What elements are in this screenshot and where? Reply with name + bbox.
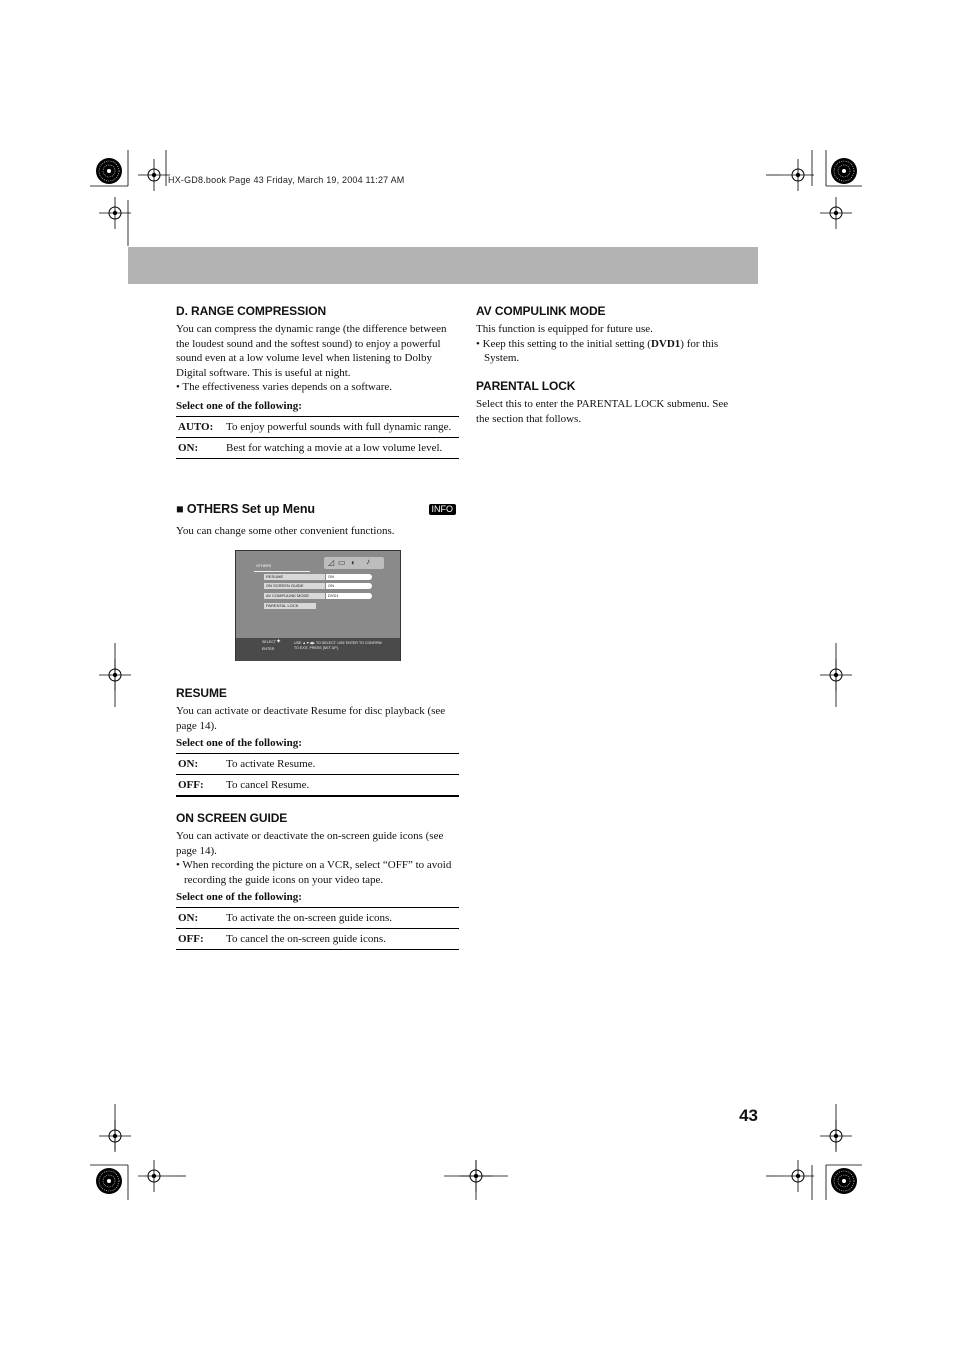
osd-row-resume-value: ON — [326, 574, 372, 580]
others-menu-screenshot — [235, 550, 401, 661]
osg-section — [176, 811, 459, 950]
option-key: OFF: — [178, 933, 204, 946]
table-row — [176, 775, 459, 797]
others-heading-wrap — [176, 502, 315, 516]
table-row — [176, 908, 459, 929]
option-key: OFF: — [178, 779, 204, 792]
option-desc: To activate the on-screen guide icons. — [226, 912, 392, 925]
osd-hint-bar — [236, 638, 400, 661]
osd-row-osg-value: ON — [326, 583, 372, 589]
option-key: ON: — [178, 912, 199, 925]
parental-section — [476, 379, 738, 426]
others-heading: OTHERS Set up Menu — [186, 502, 315, 516]
speaker-icon: ◿ — [328, 558, 335, 567]
osg-heading: ON SCREEN GUIDE — [176, 811, 288, 825]
resume-body: You can activate or deactivate Resume for disc playback (see page 14). — [176, 705, 446, 732]
osd-title: OTHERS — [256, 564, 271, 568]
resume-heading: RESUME — [176, 686, 227, 700]
avc-section — [476, 304, 746, 366]
osd-row-osg-label: ON SCREEN GUIDE — [264, 583, 325, 589]
page-number: 43 — [739, 1106, 758, 1125]
avc-heading: AV COMPULINK MODE — [476, 304, 606, 318]
option-desc: To cancel the on-screen guide icons. — [226, 933, 386, 946]
screen-icon: ▭ — [338, 558, 346, 567]
table-row — [176, 416, 459, 437]
option-desc: To cancel Resume. — [226, 779, 310, 792]
resume-options-table — [176, 753, 459, 797]
table-row — [176, 929, 459, 950]
resume-section — [176, 686, 459, 797]
osd-hint-line2: TO EXIT, PRESS [SET UP]. — [294, 646, 339, 650]
option-desc: Best for watching a movie at a low volume level. — [226, 441, 443, 454]
option-key: AUTO: — [178, 420, 214, 433]
option-key: ON: — [178, 441, 199, 454]
drc-select-label: Select one of the following: — [176, 399, 302, 412]
table-row — [176, 437, 459, 458]
osd-row-parental-label: PARENTAL LOCK — [264, 603, 316, 609]
note-icon: ♪ — [366, 557, 370, 566]
resume-select-label: Select one of the following: — [176, 737, 302, 750]
osd-icon-strip — [324, 557, 384, 569]
avc-body: This function is equipped for future use. — [476, 323, 653, 335]
parental-body: Select this to enter the PARENTAL LOCK submenu. See the section that follows. — [476, 398, 729, 425]
osd-row-avc-value: DVD1 — [326, 593, 372, 599]
drc-bullet: • The effectiveness varies depends on a software. — [176, 381, 393, 394]
avc-bullet-post: ) for this System. — [484, 337, 719, 365]
osd-row-resume-label: RESUME — [264, 574, 325, 580]
option-desc: To activate Resume. — [226, 758, 316, 771]
others-section — [176, 502, 456, 539]
print-header: HX-GD8.book Page 43 Friday, March 19, 2004 11:27 AM — [168, 175, 405, 185]
option-key: ON: — [178, 758, 199, 771]
osd-hint-enter: ENTER — [262, 647, 275, 651]
drc-body: You can compress the dynamic range (the difference between the loudest sound and the softest sound) to enjoy a powerful sound even at a low volume level when listening to Dolby Digital software. This is useful at night. — [176, 323, 447, 379]
drc-heading: D. RANGE COMPRESSION — [176, 304, 327, 318]
osd-row-avc-label: AV COMPULINK MODE — [264, 593, 325, 599]
info-badge: INFO — [429, 504, 457, 515]
option-desc: To enjoy powerful sounds with full dynamic range. — [226, 420, 452, 433]
avc-bullet-bold: DVD1 — [650, 337, 681, 350]
disc-icon: ◐ — [351, 558, 356, 567]
osd-hint-line1: USE ▲▼◀▶ TO SELECT. USE ENTER TO CONFIRM — [294, 641, 382, 645]
osg-body: You can activate or deactivate the on-screen guide icons (see page 14). — [176, 830, 444, 857]
avc-bullet — [476, 337, 746, 366]
square-bullet-icon: ■ — [176, 502, 184, 516]
osg-bullet: • When recording the picture on a VCR, select “OFF” to avoid recording the guide icons on your video tape. — [176, 859, 452, 886]
others-body: You can change some other convenient functions. — [176, 525, 395, 537]
arrow-pad-icon: ✦ — [276, 639, 282, 645]
parental-heading: PARENTAL LOCK — [476, 379, 576, 393]
osg-options-table — [176, 907, 459, 950]
table-row — [176, 754, 459, 775]
drc-options-table — [176, 416, 459, 459]
drc-section — [176, 304, 459, 459]
osg-select-label: Select one of the following: — [176, 891, 302, 904]
header-band — [128, 247, 758, 284]
avc-bullet-pre: • Keep this setting to the initial setting ( — [476, 337, 651, 350]
osd-title-underline — [254, 571, 310, 572]
osd-hint-select: SELECT — [262, 640, 276, 644]
